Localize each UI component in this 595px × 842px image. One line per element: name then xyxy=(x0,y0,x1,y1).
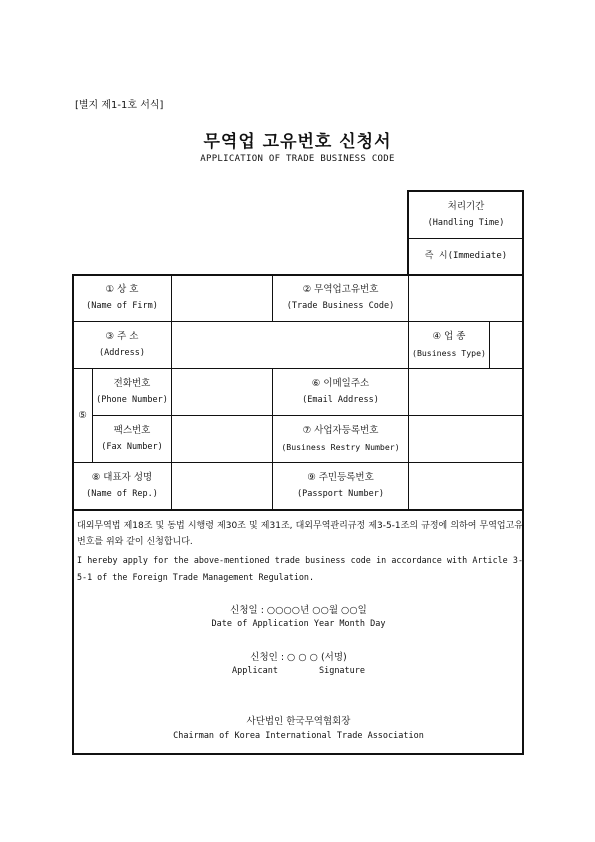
application-date: 신청일 : ○○○○년 ○○월 ○○일 xyxy=(230,605,367,616)
page-subtitle: APPLICATION OF TRADE BUSINESS CODE xyxy=(200,154,395,164)
passport-ko: ⑨ 주민등록번호 xyxy=(307,472,374,483)
applicant-signature: 신청인 : ○ ○ ○ (서명) xyxy=(250,652,347,663)
col-line-c3 xyxy=(408,369,409,509)
firm-name-label xyxy=(73,275,171,321)
email-label xyxy=(273,369,408,415)
business-type-ko: ④ 업 종 xyxy=(432,331,466,342)
table-bottom-border xyxy=(72,753,524,755)
handling-time-en: (Handling Time) xyxy=(427,218,505,228)
phone-label xyxy=(93,369,171,415)
business-registration-en: (Business Restry Number) xyxy=(281,442,400,452)
contact-group-number-text: ⑤ xyxy=(78,410,87,421)
fax-en: (Fax Number) xyxy=(101,442,163,452)
passport-en: (Passport Number) xyxy=(297,489,384,499)
firm-name-en: (Name of Firm) xyxy=(86,301,158,311)
phone-ko: 전화번호 xyxy=(113,378,151,389)
row-line-5 xyxy=(73,509,523,511)
address-label xyxy=(73,322,171,368)
col-line-a1 xyxy=(171,275,172,369)
association-name: 사단법인 한국무역협회장 xyxy=(246,716,351,727)
trade-code-ko: ② 무역업고유번호 xyxy=(302,284,379,295)
business-registration-label xyxy=(273,416,408,462)
fax-label xyxy=(93,416,171,462)
contact-group-number xyxy=(73,369,92,462)
passport-label xyxy=(273,463,408,509)
application-date-en: Date of Application Year Month Day xyxy=(211,619,386,629)
col-line-d xyxy=(489,322,490,369)
handling-time-ko: 처리기간 xyxy=(447,201,485,212)
address-en: (Address) xyxy=(98,348,146,358)
representative-ko: ⑧ 대표자 성명 xyxy=(91,472,153,483)
statement-en xyxy=(77,552,523,586)
email-ko: ⑥ 이메일주소 xyxy=(311,378,370,389)
col-line-c1 xyxy=(408,275,409,322)
handling-time-value-text: 즉 시(Immediate) xyxy=(424,251,508,261)
business-registration-ko: ⑦ 사업자등록번호 xyxy=(302,425,379,436)
form-reference: [별지 제1-1호 서식] xyxy=(75,100,164,111)
trade-code-en: (Trade Business Code) xyxy=(286,301,395,311)
page-title: 무역업 고유번호 신청서 xyxy=(203,132,392,152)
representative-label xyxy=(73,463,171,509)
representative-en: (Name of Rep.) xyxy=(86,489,158,499)
handling-time-label xyxy=(409,192,523,238)
address-ko: ③ 주 소 xyxy=(105,331,139,342)
handling-time-value xyxy=(409,239,523,274)
statement-ko: 대외무역법 제18조 및 동법 시행령 제30조 및 제31조, 대외무역관리규정 제3-5-1조의 규정에 의하여 무역업고유번호를 위와 같이 신청합니다. xyxy=(77,521,523,547)
statement-en-text: I hereby apply for the above-mentioned trade business code in accordance with Article 3-5-1 of the Foreign Trade Management Regulation. xyxy=(77,555,523,582)
phone-en: (Phone Number) xyxy=(96,395,168,405)
association-name-en: Chairman of Korea International Trade Association xyxy=(173,731,424,741)
business-type-en: (Business Type) xyxy=(412,348,486,358)
email-en: (Email Address) xyxy=(302,395,379,405)
firm-name-ko: ① 상 호 xyxy=(105,284,139,295)
applicant-signature-en: Applicant Signature xyxy=(231,666,366,676)
col-line-a3 xyxy=(171,369,172,509)
fax-ko: 팩스번호 xyxy=(113,425,151,436)
business-type-label xyxy=(409,322,489,368)
trade-code-label xyxy=(273,275,408,321)
